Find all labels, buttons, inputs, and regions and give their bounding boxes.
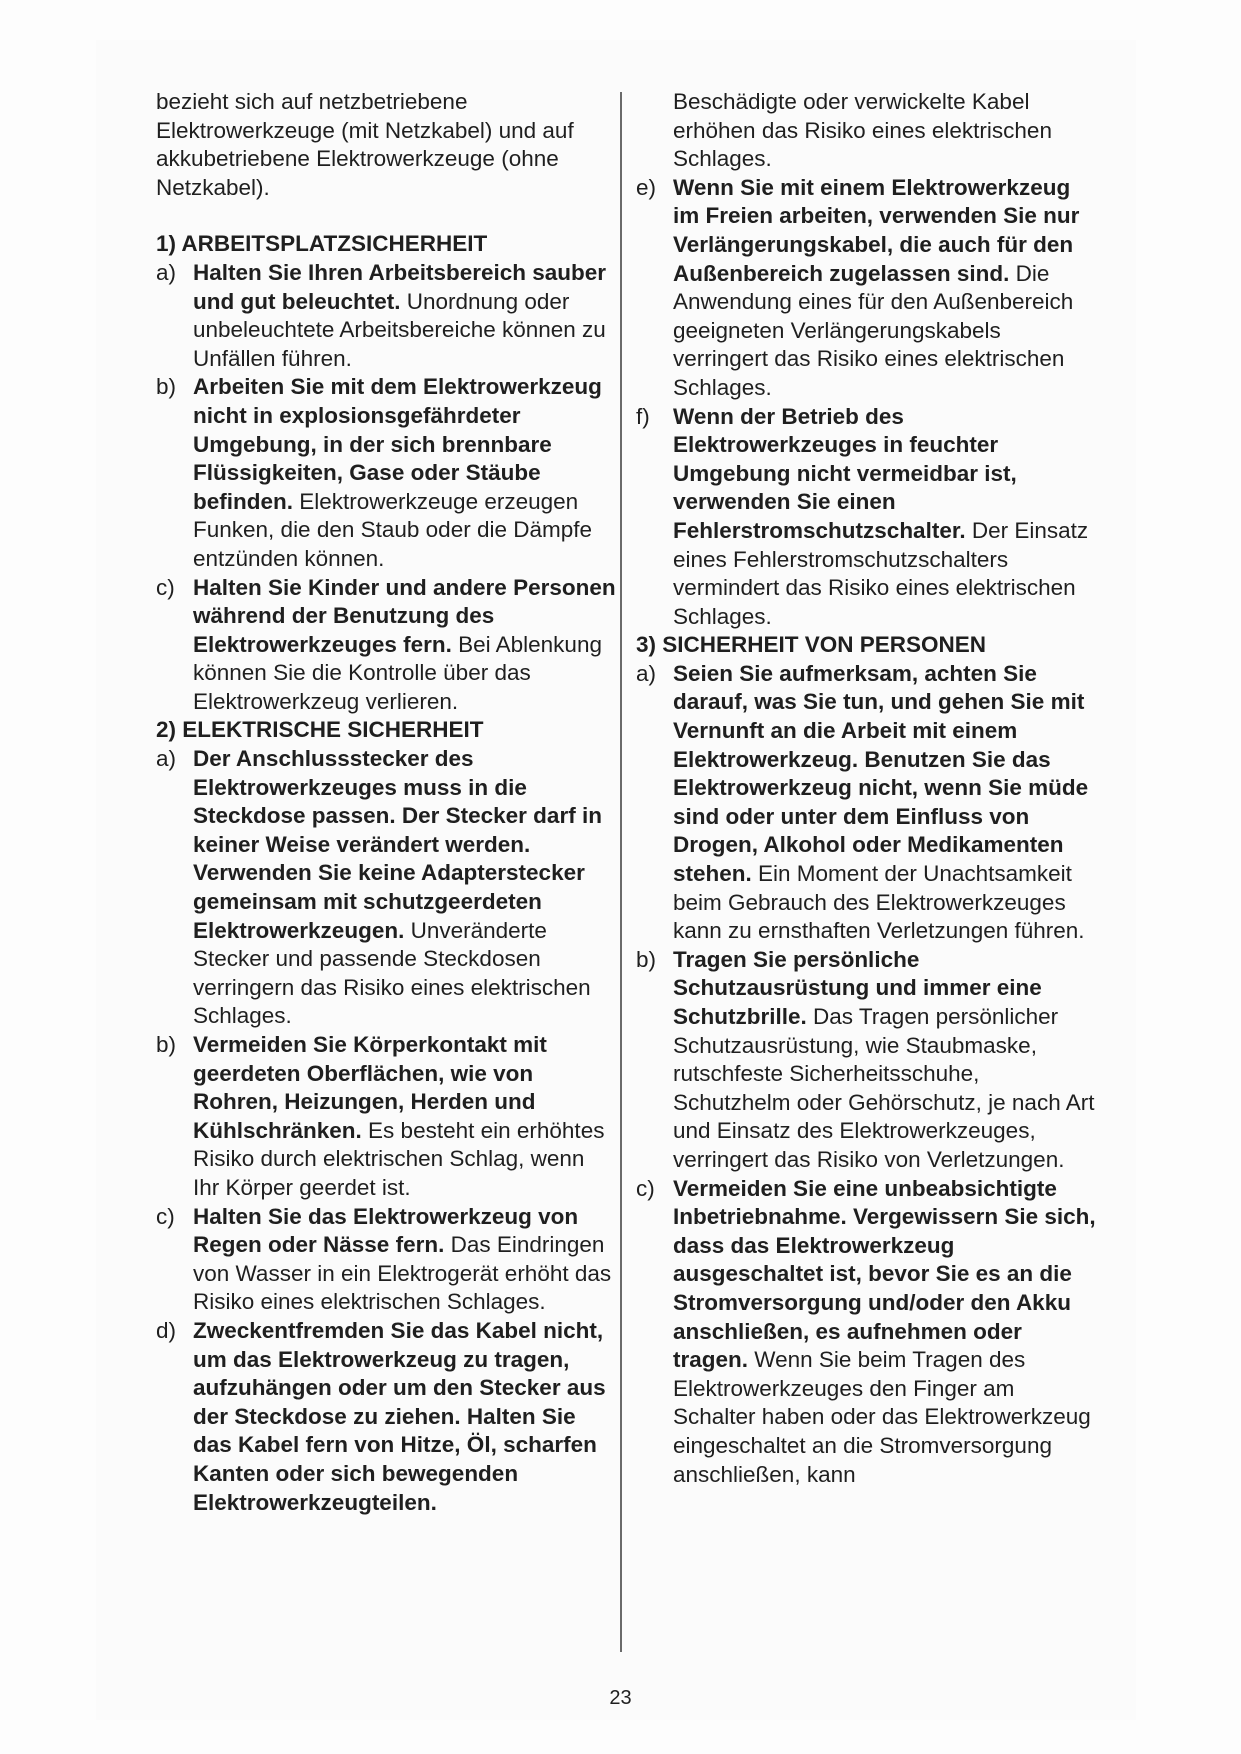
left-column: [156, 88, 616, 1517]
intro-paragraph: bezieht sich auf netzbetriebene Elektrowerkzeuge (mit Netzkabel) und auf akkubetriebene Elektrowerkzeuge (ohne Netzkabel).: [156, 89, 574, 200]
item-bold-text: Tragen Sie persönliche Schutzausrüstung und immer eine Schutzbrille.: [673, 946, 1042, 1029]
item-bold-text: Seien Sie aufmerksam, achten Sie darauf, was Sie tun, und gehen Sie mit Vernunft an die Arbeit mit einem Elektrowerkzeug. Benutzen Sie das Elektrowerkzeug nicht, wenn Sie müde sind oder unter dem Einfluss von Drogen, Alkohol oder Medikamenten stehen.: [673, 660, 1089, 887]
list-item: [156, 259, 616, 373]
item-bold-text: Halten Sie das Elektrowerkzeug von Regen oder Nässe fern.: [193, 1203, 579, 1258]
section-heading-workplace-safety: 1) ARBEITSPLATZSICHERHEIT: [156, 231, 488, 257]
list-item: [636, 403, 1096, 632]
item-label: f): [636, 403, 650, 429]
item-label: d): [156, 1317, 177, 1343]
continuation-paragraph: Beschädigte oder verwickelte Kabel erhöhen das Risiko eines elektrischen Schlages.: [673, 89, 1052, 172]
item-text: Der Einsatz eines Fehlerstromschutzschalters vermindert das Risiko eines elektrischen Schlages.: [673, 517, 1089, 629]
item-label: c): [636, 1175, 655, 1201]
item-text: Das Eindringen von Wasser in ein Elektrogerät erhöht das Risiko eines elektrischen Schlages.: [193, 1232, 612, 1315]
item-label: a): [636, 660, 657, 686]
list-item: [156, 745, 616, 1031]
list-item: [156, 1203, 616, 1317]
item-bold-text: Zweckentfremden Sie das Kabel nicht, um das Elektrowerkzeug zu tragen, aufzuhängen oder um den Stecker aus der Steckdose zu ziehen. Halten Sie das Kabel fern von Hitze, Öl, scharfen Kanten oder sich bewegenden Elektrowerkzeugteilen.: [193, 1317, 606, 1515]
list-item: [156, 1031, 616, 1203]
item-label: e): [636, 174, 657, 200]
item-text: Wenn Sie beim Tragen des Elektrowerkzeuges den Finger am Schalter haben oder das Elektrowerkzeug eingeschaltet an die Stromversorgung anschließen, kann: [673, 1347, 1091, 1487]
item-text: Es besteht ein erhöhtes Risiko durch elektrischen Schlag, wenn Ihr Körper geerdet ist.: [193, 1117, 605, 1200]
item-label: a): [156, 746, 177, 772]
item-label: c): [156, 1203, 175, 1229]
item-label: b): [636, 946, 657, 972]
item-text: Unveränderte Stecker und passende Steckdosen verringern das Risiko eines elektrischen Schlages.: [193, 917, 591, 1029]
list-item: [156, 574, 616, 717]
item-bold-text: Halten Sie Kinder und andere Personen während der Benutzung des Elektrowerkzeuges fern.: [193, 574, 616, 657]
list-item: [636, 660, 1096, 946]
column-divider: [620, 92, 622, 1652]
item-bold-text: Wenn der Betrieb des Elektrowerkzeuges in feuchter Umgebung nicht vermeidbar ist, verwenden Sie einen Fehlerstromschutzschalter.: [673, 403, 1017, 543]
list-item: [156, 373, 616, 573]
item-label: b): [156, 1032, 177, 1057]
item-text: Die Anwendung eines für den Außenbereich geeigneten Verlängerungskabels verringert das Risiko eines elektrischen Schlages.: [673, 260, 1074, 400]
item-label: c): [156, 574, 175, 600]
page-number: 23: [609, 1687, 632, 1709]
section-heading-personal-safety: 3) SICHERHEIT VON PERSONEN: [636, 632, 987, 658]
section-heading-electrical-safety: 2) ELEKTRISCHE SICHERHEIT: [156, 717, 484, 743]
item-text: Unordnung oder unbeleuchtete Arbeitsbereiche können zu Unfällen führen.: [193, 288, 606, 371]
item-text: Bei Ablenkung können Sie die Kontrolle über das Elektrowerkzeug verlieren.: [193, 631, 602, 714]
right-column: [636, 88, 1096, 1489]
item-text: Das Tragen persönlicher Schutzausrüstung, wie Staubmaske, rutschfeste Sicherheitsschuhe, Schutzhelm oder Gehörschutz, je nach Art und Einsatz des Elektrowerkzeuges, verringert das Risiko von Verletzungen.: [673, 1004, 1095, 1172]
item-label: b): [156, 374, 177, 400]
item-bold-text: Der Anschlussstecker des Elektrowerkzeuges muss in die Steckdose passen. Der Stecker darf in keiner Weise verändert werden. Verwenden Sie keine Adapterstecker gemeinsam mit schutzgeerdeten Elektrowerkzeugen.: [193, 746, 602, 943]
item-bold-text: Wenn Sie mit einem Elektrowerkzeug im Freien arbeiten, verwenden Sie nur Verlängerungskabel, die auch für den Außenbereich zugelassen sind.: [673, 174, 1080, 286]
item-bold-text: Halten Sie Ihren Arbeitsbereich sauber und gut beleuchtet.: [193, 259, 607, 314]
list-item: [156, 1317, 616, 1517]
item-text: Elektrowerkzeuge erzeugen Funken, die den Staub oder die Dämpfe entzünden können.: [193, 488, 593, 571]
list-item: [636, 174, 1096, 403]
item-bold-text: Vermeiden Sie Körperkontakt mit geerdeten Oberflächen, wie von Rohren, Heizungen, Herden und Kühlschränken.: [193, 1032, 547, 1143]
item-bold-text: Arbeiten Sie mit dem Elektrowerkzeug nicht in explosionsgefährdeter Umgebung, in der sich brennbare Flüssigkeiten, Gase oder Stäube befinden.: [193, 374, 602, 514]
list-item: [636, 1175, 1096, 1490]
list-item: [636, 946, 1096, 1175]
item-bold-text: Vermeiden Sie eine unbeabsichtigte Inbetriebnahme. Vergewissern Sie sich, dass das Elektrowerkzeug ausgeschaltet ist, bevor Sie es an die Stromversorgung und/oder den Akku anschließen, es aufnehmen oder tragen.: [673, 1175, 1096, 1373]
item-label: a): [156, 259, 177, 285]
item-text: Ein Moment der Unachtsamkeit beim Gebrauch des Elektrowerkzeuges kann zu ernsthaften Verletzungen führen.: [673, 861, 1085, 944]
